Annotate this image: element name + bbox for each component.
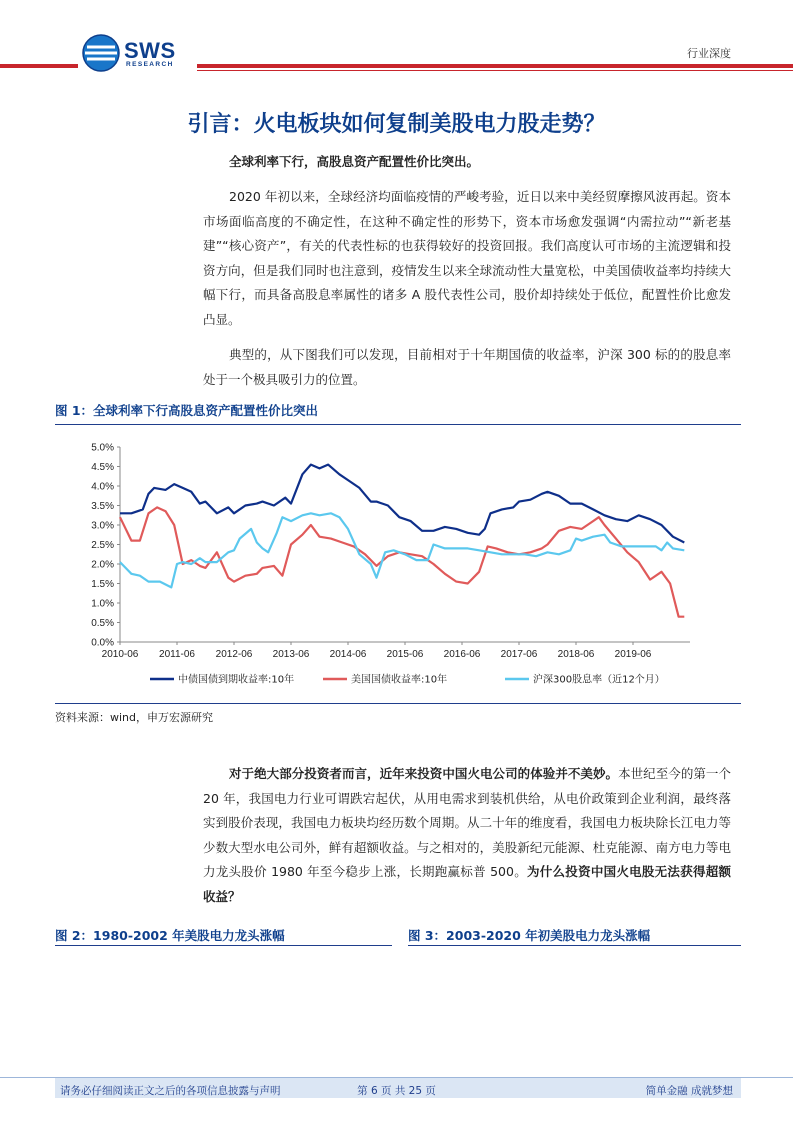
sws-logo: [82, 34, 192, 74]
section-label: 行业深度: [687, 47, 731, 60]
x-tick-label: 2019-06: [614, 649, 652, 660]
figure3-caption: 图 3：2003-2020 年初美股电力龙头涨幅: [408, 928, 651, 943]
legend-label-2: 美国国债收益率:10年: [351, 674, 448, 686]
y-tick-label: 4.5%: [91, 462, 114, 473]
x-tick-label: 2017-06: [500, 649, 538, 660]
series-line-1: [120, 465, 684, 543]
sws-logo-icon: [82, 34, 120, 72]
yield-chart: [55, 430, 741, 700]
footer-slogan: 简单金融 成就梦想: [645, 1085, 733, 1097]
y-tick-label: 0.5%: [91, 618, 114, 629]
header-right-line: [197, 70, 793, 71]
y-tick-label: 1.5%: [91, 579, 114, 590]
header-right-bar: [197, 64, 793, 68]
paragraph-typical: 典型的，从下图我们可以发现，目前相对于十年期国债的收益率，沪深 300 标的的股息率处于一个极具吸引力的位置。: [203, 347, 731, 387]
footer-page-number: 第 6 页 共 25 页: [357, 1085, 436, 1097]
footer-disclaimer: 请务必仔细阅读正文之后的各项信息披露与声明: [60, 1085, 281, 1097]
x-tick-label: 2010-06: [101, 649, 139, 660]
y-tick-label: 3.0%: [91, 520, 114, 532]
x-tick-label: 2016-06: [443, 649, 481, 660]
y-tick-label: 4.0%: [91, 481, 114, 493]
figure1-caption: 图 1：全球利率下行高股息资产配置性价比突出: [55, 403, 319, 418]
x-tick-label: 2012-06: [215, 649, 253, 660]
figure2-caption: 图 2：1980-2002 年美股电力龙头涨幅: [55, 928, 285, 943]
logo-text: SWS: [124, 38, 176, 63]
paragraph-investor: [203, 762, 731, 910]
x-tick-label: 2013-06: [272, 649, 310, 660]
paragraph-investor-body: 本世纪至今的第一个 20 年，我国电力行业可谓跌宕起伏，从用电需求到装机供给，从电价政策到企业利润，最终落实到股价表现，我国电力板块均经历数个周期。从二十年的维度看，我国电力板块除长江电力等少数大型水电公司外，鲜有超额收益。与之相对的，美股新纪元能源、杜克能源、南方电力等电力龙头股价 1980 年至今稳步上涨，长期跑赢标普 500。: [203, 766, 731, 880]
x-tick-label: 2011-06: [159, 649, 195, 660]
x-tick-label: 2018-06: [557, 649, 595, 660]
y-tick-label: 2.5%: [91, 540, 114, 551]
paragraph-intro: 2020 年初以来，全球经济均面临疫情的严峻考验，近日以来中美经贸摩擦风波再起。资本市场面临高度的不确定性，在这种不确定性的形势下，资本市场愈发强调“内需拉动”“新老基建”“核心资产”，有关的代表性标的也获得较好的投资回报。我们高度认可市场的主流逻辑和投资方向，但是我们同时也注意到，疫情发生以来全球流动性大量宽松，中美国债收益率均持续大幅下行，而具备高股息率属性的诸多 A 股代表性公司，股价却持续处于低位，配置性价比愈发凸显。: [203, 189, 731, 327]
paragraph-investor-lead: 对于绝大部分投资者而言，近年来投资中国火电公司的体验并不美妙。: [229, 766, 619, 781]
figure1-source: 资料来源：wind，申万宏源研究: [55, 711, 214, 724]
paragraph-lead: 全球利率下行，高股息资产配置性价比突出。: [229, 154, 480, 169]
x-tick-label: 2015-06: [386, 649, 424, 660]
y-tick-label: 5.0%: [91, 442, 114, 454]
y-tick-label: 3.5%: [91, 501, 114, 512]
legend-label-3: 沪深300股息率（近12个月）: [533, 674, 665, 686]
source-rule: [55, 703, 741, 704]
header-left-bar: [0, 64, 78, 68]
page-title: 引言：火电板块如何复制美股电力股走势？: [187, 112, 606, 137]
legend-label-1: 中债国债到期收益率:10年: [178, 674, 295, 686]
x-tick-label: 2014-06: [329, 649, 367, 660]
figure2-rule: [55, 945, 392, 946]
series-line-3: [120, 513, 684, 587]
figure1-rule: [55, 424, 741, 425]
y-tick-label: 2.0%: [91, 559, 114, 571]
y-tick-label: 0.0%: [91, 637, 114, 649]
figure3-rule: [408, 945, 741, 946]
y-tick-label: 1.0%: [91, 598, 114, 610]
logo-subtext: RESEARCH: [126, 61, 174, 68]
paragraph-investor-question: 为什么投资中国火电股无法获得超额收益？: [203, 864, 731, 904]
